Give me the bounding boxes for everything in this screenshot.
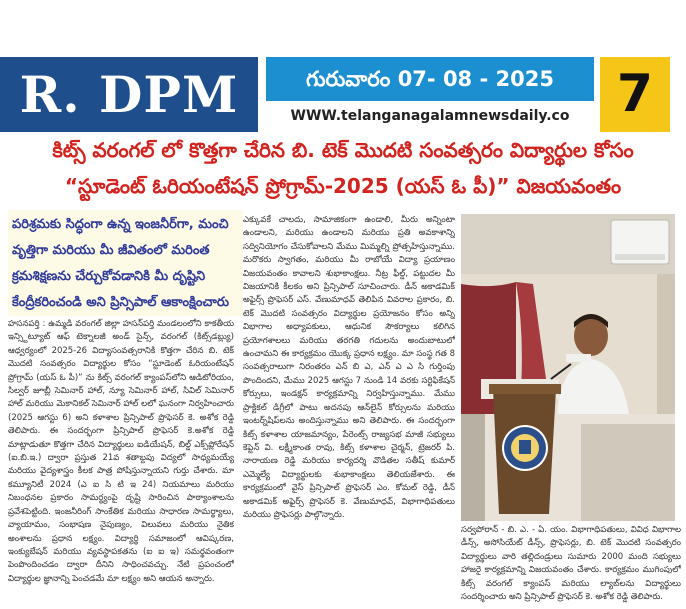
newspaper-title: R. DPM: [0, 57, 258, 132]
pull-quote: పరిశ్రమకు సిద్ధంగా ఉన్న ఇంజనీర్‌గా, మంచి వృత్తిగా మరియు మీ జీవితంలో మరింత క్రమశిక్షణను చేర్చుకోవడానికి మీ దృష్టిని కేంద్రీకరించండి అని ప్రిన్సిపాల్ ఆకాంక్షించారు: [8, 210, 243, 316]
article-body-column-1: హసనపర్తి : ఉమ్మడి వరంగల్ జిల్లా హసన్‌పర్తి మండలంలోని కాకతీయ ఇన్స్టిట్యూట్ ఆఫ్ టెక్నాలజీ అండ్ సైన్స్, వరంగల్ (కిట్స్‌డబ్ల్యు) ఆధ్వర్యంలో 2025-26 విద్యాసంవత్సరానికి కొత్తగా చేరిన బి. టెక్ మొదటి సంవత్సరం విద్యార్థుల కోసం “స్టూడెంట్ ఓరియంటేషన్ ప్రోగ్రామ్ (యస్ ఓ పీ)” ను కిట్స్ వరంగల్ క్యాంపస్‌లోని ఆడిటోరియం, సిల్వర్ జూబ్లీ సెమినార్ హాల్, న్యూ సెమినార్ హాల్, సివిల్ సెమినార్ హాల్ మరియు మెకానికల్ సెమినార్ హాల్ లలో ఘనంగా నిర్వహించారు (2025 ఆగస్టు 6) అని కళాశాల ప్రిన్సిపాల్ ప్రొఫెసర్ కె. అశోక రెడ్డి తెలిపారు. ఈ సందర్భంగా ప్రిన్సిపాల్ ప్రొఫెసర్ కె.అశోక రెడ్డి మాట్లాడుతూ కొత్తగా చేరిన విద్యార్థులు ఐడియేషన్, బిల్డ్ ఎక్స్‌ప్లోరేషన్ (ఐ.బి.ఇ.) ద్వారా ప్రస్తుత 21వ శతాబ్దపు విద్యలో సాధ్యమయ్యే మరియు వైద్యశాస్త్రం కీలక పాత్ర పోషిస్తున్నాయని గుర్తు చేశారు. మా కమ్యూనిటీ 2024 (ఎ ఐ సి టి ఇ 24) నియమాలు మరియు నిబంధనల ప్రకారం సామర్థ్యంపై దృష్టి సారించిన పాఠ్యాంశాలను ప్రవేశపెట్టింది. ఇంజనీరింగ్ సాంకేతిక మరియు సాధారణ సామర్థ్యాలు, వ్యాయామం, సంభాషణ నైపుణ్యం, విలువలు మరియు నైతిక అంశాలను ప్రధాన లక్ష్యం. విద్యార్థి సమాజంలో ఆవిష్కరణ, ఇంక్యుబేషన్ మరియు వ్యవస్థాపకతను (ఐ ఐ ఇ) సమర్థవంతంగా పెంపొందించడం ద్వారా దీనిని సాధించవచ్చు. నేటి ప్రపంచంలో విద్యార్థుల జ్ఞానాన్ని పెంచడమే మా లక్ష్యం అని ఆయన అన్నారు.: [8, 319, 234, 584]
headline-line-2: “స్టూడెంట్ ఓరియంటేషన్ ప్రోగ్రామ్-2025 (యస్ ఓ పీ)” విజయవంతం: [64, 174, 622, 198]
date-band: [266, 57, 594, 101]
website-url: WWW.telanganagalamnewsdaily.co: [290, 108, 570, 124]
article-body-column-2: ఎక్కువకే చాలదు, సామాజికంగా ఉండాలి, మీరు అన్నింటా ఉండాలని, మరియు ఉండాలని మరియు ప్రతి అవకాశాన్ని సద్వినియోగం చేసుకోవాలని మేము మిమ్మల్ని ప్రోత్సహిస్తున్నాము. మరొకరు స్వాగతం, మరియు మీ రాబోయే విద్యా ప్రయాణం విజయవంతం కావాలని శుభాకాంక్షలు. నీట్ర ఫీల్డ్, పట్టుదల మీ విజయానికి కీలకం అని ప్రిన్సిపాల్ సూచించారు. డీన్ అకాడమిక్ అఫైర్స్ ప్రొఫెసర్ ఎస్. వేణుమాధవ్ తెలిపిన వివరాల ప్రకారం, బి. టెక్ మొదటి సంవత్సరం విద్యార్థుల ప్రయోజనం కోసం అన్ని విభాగాల అధ్యాపకులు, ఆధునిక సౌకర్యాలు కలిగిన ప్రయోగశాలలు మరియు తరగతి గదులను అందుబాటులో ఉంచామని ఈ కార్యక్రమం యొక్క ప్రధాన లక్ష్యం. మా సంస్థ గత 8 సంవత్సరాలుగా నిరంతరం ఎన్ బి ఎ, ఎన్ ఎ ఎ సి గుర్తింపు పొందిందని, మేము 2025 ఆగస్టు 7 నుండి 14 వరకు సర్టిఫికేషన్ కోర్సులు, ఇండక్షన్ కార్యక్రమాన్ని నిర్వహిస్తున్నాము. మేము ప్రాక్టికల్ డిగ్రీలో పాటు అదనపు ఆన్‌లైన్ కోర్సులను మరియు ఇంటర్న్‌షిప్‌లను అందిస్తున్నాము అని తెలిపారు. ఈ సందర్భంగా కిట్స్ కళాశాల యాజమాన్యం, పేరెంట్స్ రాజ్యసభ మాజీ సభ్యులు కెప్టెన్ వి. లక్ష్మీకాంత రావు, కిట్స్ కళాశాల చైర్మన్, ట్రెజరర్ పి. నారాయణ రెడ్డి మరియు కార్యదర్శి వొడితల సతీష్ కుమార్ ఎమ్మెల్యే విద్యార్థులకు శుభాకాంక్షలు తెలియజేశారు. ఈ కార్యక్రమంలో వైస్ ప్రిన్సిపాల్ ప్రొఫెసర్ ఎం. కోమల్ రెడ్డి, డీన్ అకాడమిక్ అఫైర్స్ ప్రొఫెసర్ కె. వేణుమాధవ్, విభాగాధిపతులు మరియు ప్రొఫెసర్లు పాల్గొన్నారు.: [243, 215, 455, 520]
masthead: [0, 57, 686, 132]
photo-illustration: [461, 214, 675, 521]
speaker-at-podium-photo: [461, 214, 675, 521]
page-number: 7: [600, 57, 670, 132]
article-body-column-3: సర్వపోరాన్‌ - బి. ఎ. - ఏ. యం. విభాగాధిపతులు, వివిధ విభాగాల డీన్స్, అసోసియేట్ డీన్స్, ప్రొఫెసర్లు, బి. టెక్ మొదటి సంవత్సరం విద్యార్థులు వారి తల్లిదండ్రులు సుమారు 2000 మంది సభ్యులు హాజరై కార్యక్రమాన్ని విజయవంతం చేశారు. కార్యక్రమం ముగింపులో కిట్స్ వరంగల్ క్యాంపస్ మరియు ల్యాబ్‌లను విద్యార్థులు సందర్శించారు అని ప్రిన్సిపాల్ ప్రొఫెసర్ కె. అశోక రెడ్డి తెలిపారు.: [461, 525, 681, 603]
issue-date: గురువారం 07- 08 - 2025: [306, 67, 554, 91]
headline-line-1: కిట్స్ వరంగల్ లో కొత్తగా చేరిన బి. టెక్ మొదటి సంవత్సరం విద్యార్థుల కోసం: [52, 138, 634, 162]
